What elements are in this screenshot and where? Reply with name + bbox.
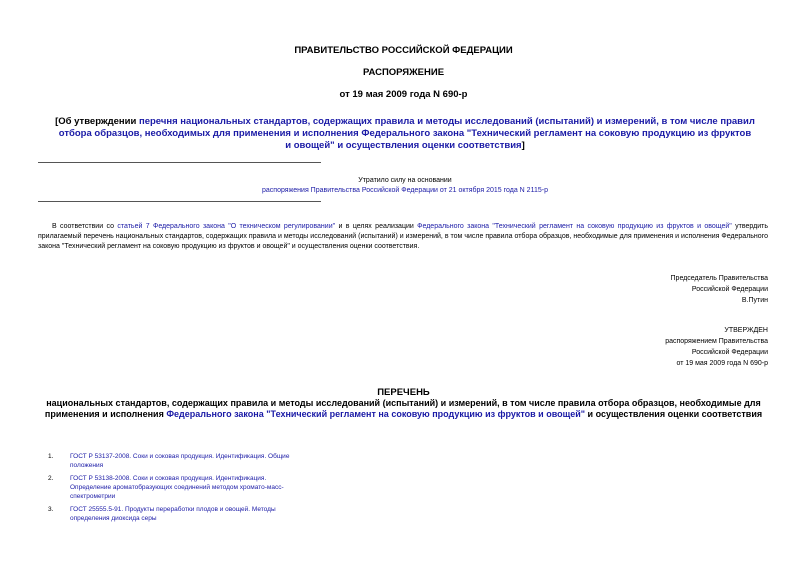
list-item xyxy=(48,474,308,501)
approval-line-2: распоряжением Правительства xyxy=(665,338,768,345)
divider-top xyxy=(38,162,321,163)
subject-close: ] xyxy=(521,140,525,151)
body-text-3: утвердить прилагаемый перечень национальных стандартов, содержащих правила и методы исследований (испытаний) и измерений, в том числе правила отбора образцов, необходимые для применения и исполнения Федерального закона "Технический регламент на соковую продукцию из фруктов и овощей" и осуществления оценки соответствия. xyxy=(38,223,768,250)
standard-link[interactable]: ГОСТ Р 53138-2008. Соки и соковая продукция. Идентификация. Определение ароматобразующих соединений методом хромато-масс-спектрометрии xyxy=(70,475,284,500)
document-subject xyxy=(55,116,755,152)
list-subtitle xyxy=(40,398,767,420)
government-title: ПРАВИТЕЛЬСТВО РОССИЙСКОЙ ФЕДЕРАЦИИ xyxy=(294,45,513,56)
standard-link[interactable]: ГОСТ 25555.5-91. Продукты переработки плодов и овощей. Методы определения диоксида серы xyxy=(70,506,276,522)
document-date: от 19 мая 2009 года N 690-р xyxy=(339,89,468,100)
body-text-1: В соответствии со xyxy=(52,223,118,230)
signature-block xyxy=(560,273,768,306)
divider-bottom xyxy=(38,201,321,202)
lost-force-text: Утратило силу на основании xyxy=(358,177,452,184)
body-text-2: и в целях реализации xyxy=(335,223,418,230)
approval-line-3: Российской Федерации xyxy=(691,349,768,356)
standard-link[interactable]: ГОСТ Р 53137-2008. Соки и соковая продукция. Идентификация. Общие положения xyxy=(70,453,290,469)
list-subtitle-text-2: и осуществления оценки соответствия xyxy=(585,409,763,419)
list-item-number: 1. xyxy=(48,453,54,460)
list-subtitle-text-1: национальных стандартов, содержащих правила и методы исследований (испытаний) и измерений, в том числе правила отбора образцов, необходимые для применения и исполнения xyxy=(44,398,761,419)
standards-list xyxy=(48,452,308,527)
list-item-number: 3. xyxy=(48,506,54,513)
approval-line-4: от 19 мая 2009 года N 690-р xyxy=(676,360,768,367)
signature-line-1: Председатель Правительства xyxy=(670,275,768,282)
list-item xyxy=(48,505,308,523)
list-item xyxy=(48,452,308,470)
document-type: РАСПОРЯЖЕНИЕ xyxy=(362,67,445,78)
body-link-law-technical-regulation[interactable]: статьей 7 Федерального закона "О техническом регулировании" xyxy=(117,223,336,230)
lost-force-note xyxy=(220,176,590,196)
signature-name: В.Путин xyxy=(741,297,768,304)
subject-open: [Об утверждении xyxy=(55,116,139,127)
lost-force-link[interactable]: распоряжения Правительства Российской Федерации от 21 октября 2015 года N 2115-р xyxy=(262,187,548,194)
list-item-number: 2. xyxy=(48,475,54,482)
body-link-law-juice-regulation[interactable]: Федерального закона "Технический регламент на соковую продукцию из фруктов и овощей" xyxy=(417,223,732,230)
list-subtitle-link[interactable]: Федерального закона "Технический регламент на соковую продукцию из фруктов и овощей" xyxy=(166,409,586,419)
list-title: ПЕРЕЧЕНЬ xyxy=(377,387,430,398)
approval-block xyxy=(560,325,768,369)
order-body xyxy=(38,222,768,252)
approval-line-1: УТВЕРЖДЕН xyxy=(724,327,768,334)
subject-link[interactable]: перечня национальных стандартов, содержащих правила и методы исследований (испытаний) и измерений, в том числе правил отбора образцов, необходимых для применения и исполнения Федерального закона "Технический регламент на соковую продукцию из фруктов и овощей" и осуществления оценки соответствия xyxy=(58,116,755,151)
signature-line-2: Российской Федерации xyxy=(691,286,768,293)
